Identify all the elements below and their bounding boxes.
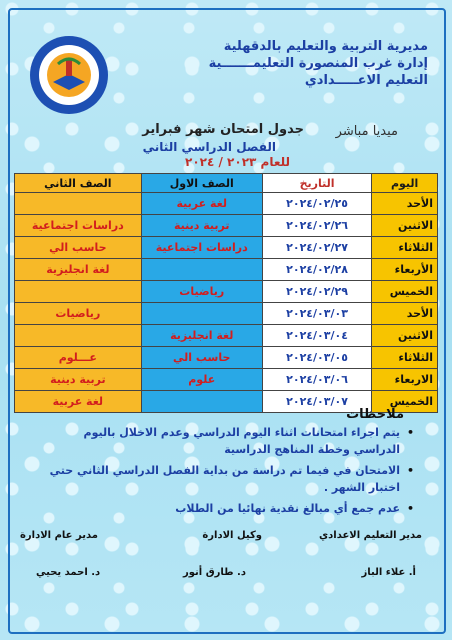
page-title: جدول امتحان شهر فبراير [142,122,304,137]
cell-grade2: رياضيات [15,303,142,325]
cell-day: الاثنين [372,325,438,347]
signature-title: وكيل الادارة [202,530,262,541]
cell-date: ٢٠٢٤/٠٣/٠٥ [262,347,371,369]
cell-grade1 [141,303,262,325]
cell-grade1: تربية دينية [141,215,262,237]
signature-name: د. احمد يحيي [36,567,101,578]
header-grade1: الصف الاول [141,174,262,193]
signature-title: مدير التعليم الاعدادي [318,530,422,541]
table-row [15,237,438,259]
cell-day: الاثنين [372,215,438,237]
term-label: الفصل الدراسي الثاني [142,140,276,154]
header-administration: إدارة غرب المنصورة التعليمـــــــية [208,56,428,71]
exam-schedule-table [14,173,438,413]
table-row [15,347,438,369]
signature-title: مدير عام الادارة [20,530,98,541]
cell-grade2: عـــلوم [15,347,142,369]
year-label: للعام ٢٠٢٣ / ٢٠٢٤ [185,155,290,169]
header-date: التاريخ [262,174,371,193]
cell-date: ٢٠٢٤/٠٢/٢٧ [262,237,371,259]
cell-grade2 [15,325,142,347]
header-day: اليوم [372,174,438,193]
cell-grade1: علوم [141,369,262,391]
cell-grade1 [141,259,262,281]
cell-date: ٢٠٢٤/٠٢/٢٦ [262,215,371,237]
cell-grade2 [15,281,142,303]
cell-grade2: تربية دينية [15,369,142,391]
note-item: • يتم اجراء امتحانات اثناء اليوم الدراسي وعدم الاخلال باليوم الدراسي وخطة المناهج الدراسية [42,424,414,458]
table-row [15,325,438,347]
cell-grade1: حاسب الي [141,347,262,369]
cell-grade1: دراسات اجتماعية [141,237,262,259]
cell-day: الخميس [372,391,438,413]
cell-date: ٢٠٢٤/٠٣/٠٤ [262,325,371,347]
cell-date: ٢٠٢٤/٠٣/٠٧ [262,391,371,413]
cell-day: الثلاثاء [372,347,438,369]
cell-grade2: لغة عربية [15,391,142,413]
school-logo-icon [28,34,110,116]
cell-day: الخميس [372,281,438,303]
table-row [15,303,438,325]
notes-list [42,424,414,521]
signature-name: أ. علاء الباز [361,567,416,578]
cell-date: ٢٠٢٤/٠٣/٠٣ [262,303,371,325]
header-block [188,38,428,89]
header-grade2: الصف الثاني [15,174,142,193]
cell-day: الأحد [372,193,438,215]
cell-grade1: لغة عربية [141,193,262,215]
header-directorate: مديرية التربية والتعليم بالدقهلية [223,39,428,54]
cell-date: ٢٠٢٤/٠٢/٢٥ [262,193,371,215]
signature-name: د. طارق أنور [183,567,246,578]
cell-day: الأحد [372,303,438,325]
cell-day: الاربعاء [372,369,438,391]
cell-grade1: لغة انجليزية [141,325,262,347]
cell-day: الأربعاء [372,259,438,281]
note-item: • الامتحان في فيما تم دراسة من بداية الفصل الدراسي الثاني حتي اختبار الشهر . [42,462,414,496]
cell-date: ٢٠٢٤/٠٢/٢٩ [262,281,371,303]
table-row [15,193,438,215]
table-header-row [15,174,438,193]
notes-heading: ملاحظات [346,407,404,422]
source-tag: ميديا مباشر [335,124,398,139]
cell-day: الثلاثاء [372,237,438,259]
header-stage: التعليم الاعـــــدادي [304,73,428,88]
cell-grade1: رياضيات [141,281,262,303]
cell-grade2: حاسب الي [15,237,142,259]
table-row [15,259,438,281]
table-row [15,369,438,391]
cell-date: ٢٠٢٤/٠٢/٢٨ [262,259,371,281]
cell-grade2: دراسات اجتماعية [15,215,142,237]
cell-date: ٢٠٢٤/٠٣/٠٦ [262,369,371,391]
cell-grade1 [141,391,262,413]
cell-grade2 [15,193,142,215]
cell-grade2: لغة انجليزية [15,259,142,281]
note-item: • عدم جمع أي مبالغ نقدية نهائيا من الطلاب [42,500,414,517]
table-row [15,281,438,303]
table-row [15,215,438,237]
